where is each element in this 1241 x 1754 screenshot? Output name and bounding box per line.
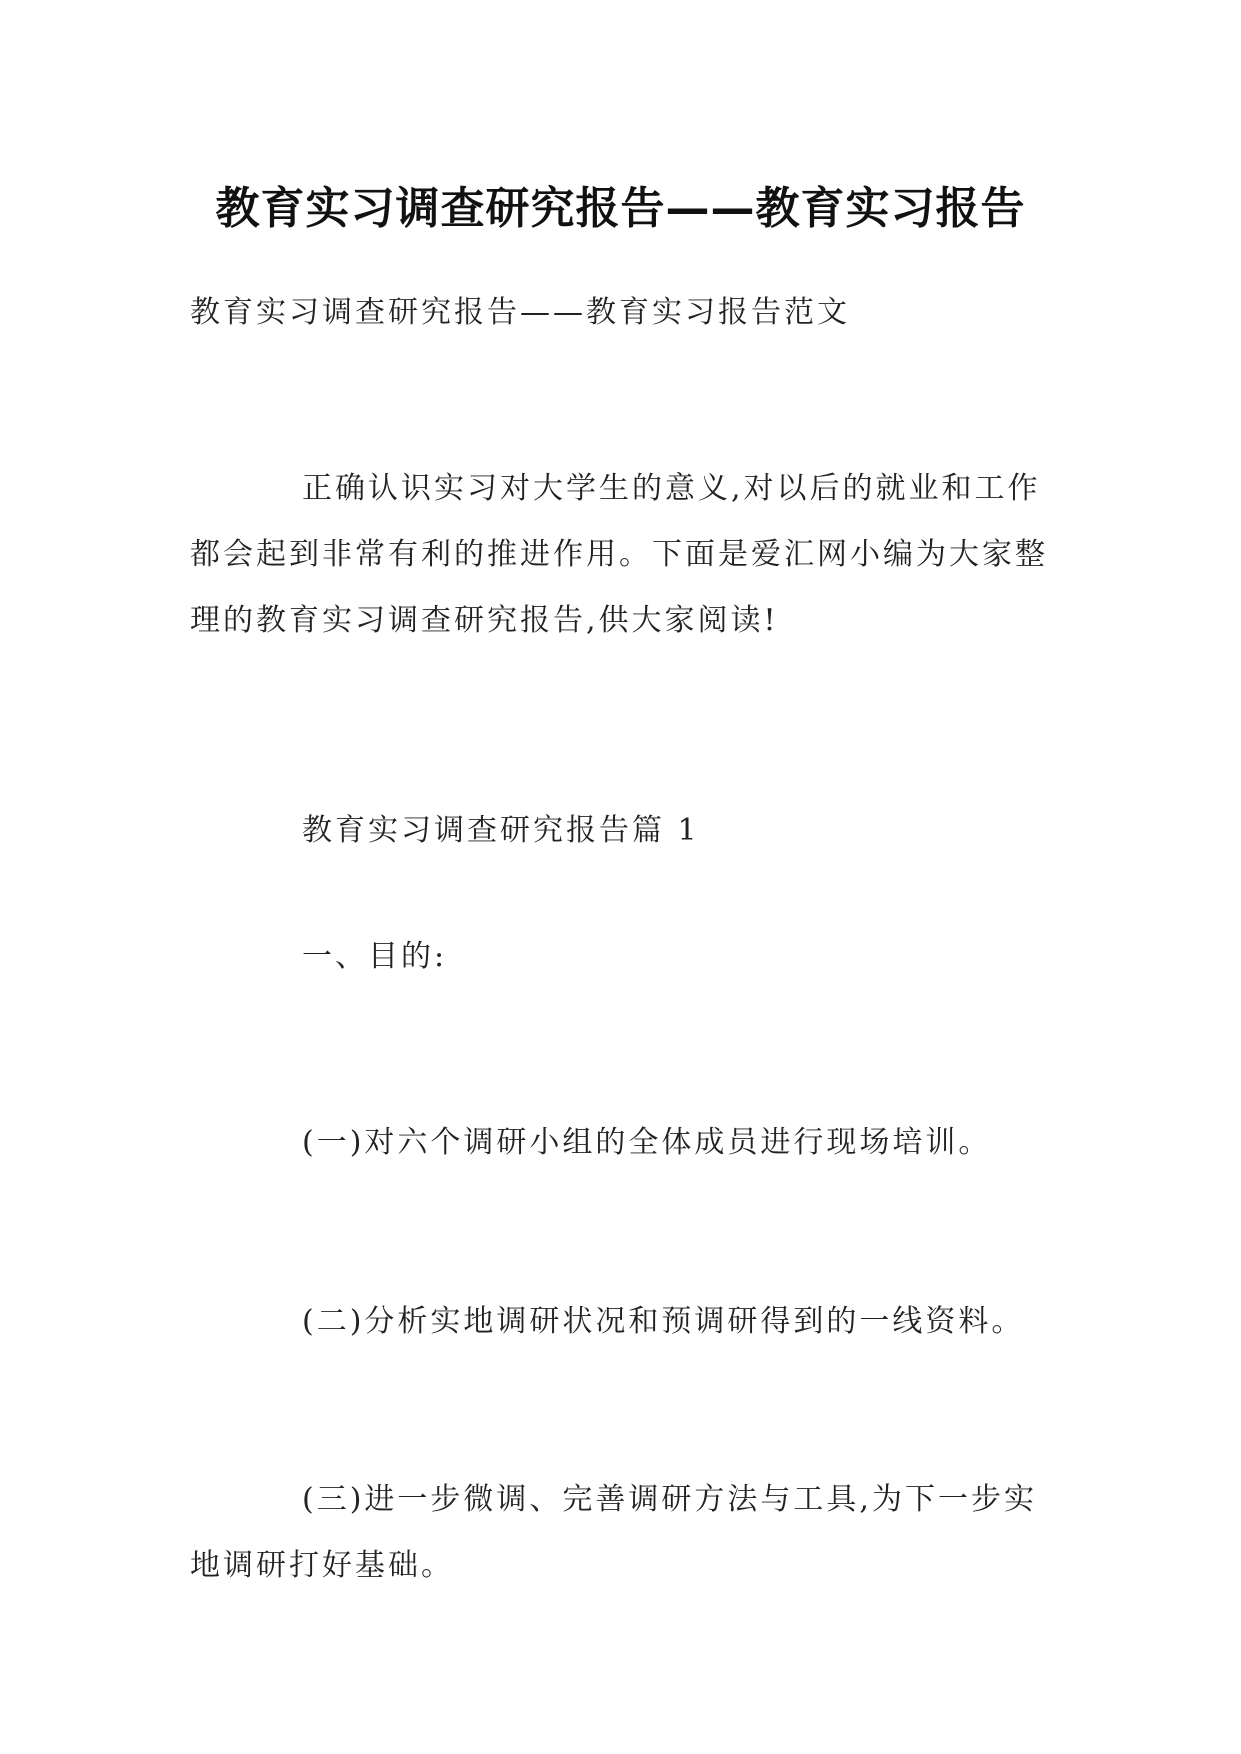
purpose-item-1: (一)对六个调研小组的全体成员进行现场培训。 <box>302 1125 992 1160</box>
purpose-item-3: (三)进一步微调、完善调研方法与工具,为下一步实地调研打好基础。 <box>190 1482 1037 1583</box>
page-title: 教育实习调查研究报告——教育实习报告 <box>215 183 1026 235</box>
purpose-heading: 一、目的: <box>302 939 448 974</box>
document-subtitle: 教育实习调查研究报告——教育实习报告范文 <box>190 295 850 330</box>
purpose-item-2: (二)分析实地调研状况和预调研得到的一线资料。 <box>302 1304 1025 1339</box>
section-heading: 教育实习调查研究报告篇 1 <box>302 813 700 848</box>
intro-paragraph: 正确认识实习对大学生的意义,对以后的就业和工作都会起到非常有利的推进作用。下面是爱汇网小编为大家整理的教育实习调查研究报告,供大家阅读! <box>190 471 1048 638</box>
